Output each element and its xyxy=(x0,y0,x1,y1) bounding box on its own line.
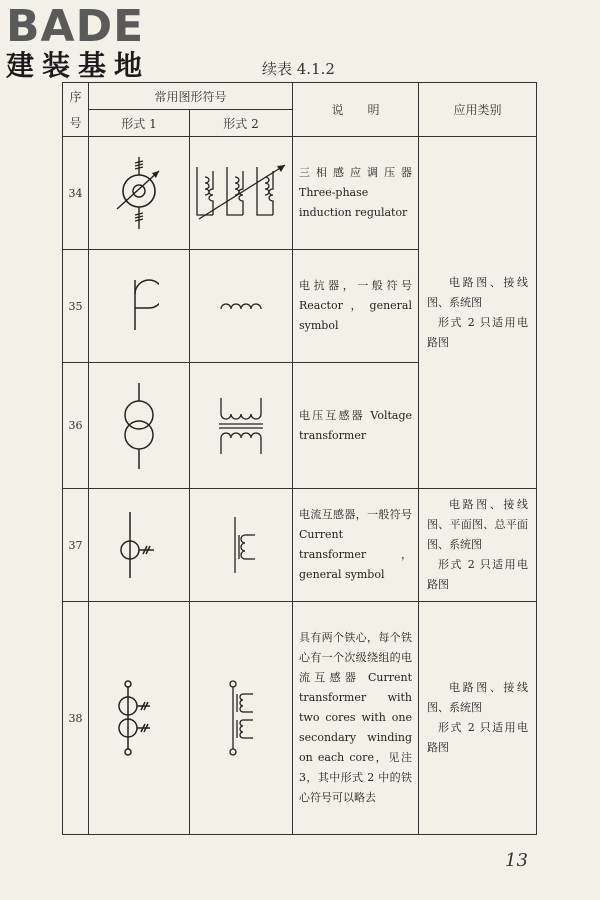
header-common-symbols: 常用图形符号 xyxy=(89,83,293,110)
row-number: 35 xyxy=(63,250,89,363)
row37-form1-cell xyxy=(89,489,190,602)
row36-form2-cell xyxy=(190,363,293,489)
row34-form2-cell xyxy=(190,137,293,250)
row37-form2-cell xyxy=(190,489,293,602)
table-row xyxy=(63,137,537,250)
two-core-current-transformer-coil-symbol-icon xyxy=(190,678,292,758)
row-description: 电抗器，一般符号 Reactor，general symbol xyxy=(293,250,419,363)
category-line: 电路图、接线图、系统图 xyxy=(427,275,529,309)
three-phase-induction-regulator-winding-symbol-icon xyxy=(190,161,292,225)
row-number: 36 xyxy=(63,363,89,489)
row-number: 34 xyxy=(63,137,89,250)
row38-form2-cell xyxy=(190,602,293,835)
category-cell-34-36 xyxy=(419,137,537,489)
row36-form1-cell xyxy=(89,363,190,489)
current-transformer-symbol-icon xyxy=(89,510,189,580)
two-core-current-transformer-symbol-icon xyxy=(89,678,189,758)
logo-sub-text: 建装基地 xyxy=(6,49,151,82)
row-description: 具有两个铁心，每个铁心有一个次级绕组的电流互感器 Current transformer with two cores with one secondary winding on each core，见注 3，其中形式 2 中的铁心符号可以略去 xyxy=(293,602,419,835)
row-description: 电流互感器，一般符号 Current transformer，general symbol xyxy=(293,489,419,602)
three-phase-induction-regulator-symbol-icon xyxy=(89,153,189,233)
table-caption: 续表 4.1.2 xyxy=(262,60,335,78)
header-seq xyxy=(63,83,89,137)
row-description: 电压互感器 Voltage transformer xyxy=(293,363,419,489)
bade-logo xyxy=(6,1,176,82)
voltage-transformer-coils-symbol-icon xyxy=(190,394,292,458)
row38-form1-cell xyxy=(89,602,190,835)
category-line: 电路图、接线图、平面图、总平面图、系统图 xyxy=(427,498,529,551)
row35-form1-cell xyxy=(89,250,190,363)
logo-main-text: BADE xyxy=(6,1,145,52)
category-line: 形式 2 只适用电路图 xyxy=(427,558,529,591)
current-transformer-coil-symbol-icon xyxy=(190,515,292,575)
header-form2: 形式 2 xyxy=(190,110,293,137)
row35-form2-cell xyxy=(190,250,293,363)
header-description: 说 明 xyxy=(293,83,419,137)
reactor-symbol-icon xyxy=(89,276,189,336)
page-number: 13 xyxy=(505,850,528,871)
header-form1: 形式 1 xyxy=(89,110,190,137)
reactor-coil-symbol-icon xyxy=(190,298,292,314)
voltage-transformer-circles-symbol-icon xyxy=(89,381,189,471)
category-line: 电路图、接线图、系统图 xyxy=(427,681,529,714)
symbol-table xyxy=(62,82,537,835)
row-description: 三相感应调压器 Three-phase induction regulator xyxy=(293,137,419,250)
category-cell-38 xyxy=(419,602,537,835)
category-cell-37 xyxy=(419,489,537,602)
row-number: 38 xyxy=(63,602,89,835)
category-line: 形式 2 只适用电路图 xyxy=(427,721,529,754)
header-seq-label: 序号 xyxy=(69,89,82,130)
row34-form1-cell xyxy=(89,137,190,250)
header-category: 应用类别 xyxy=(419,83,537,137)
table-row xyxy=(63,602,537,835)
table-row xyxy=(63,489,537,602)
row-number: 37 xyxy=(63,489,89,602)
category-line: 形式 2 只适用电路图 xyxy=(427,315,529,349)
